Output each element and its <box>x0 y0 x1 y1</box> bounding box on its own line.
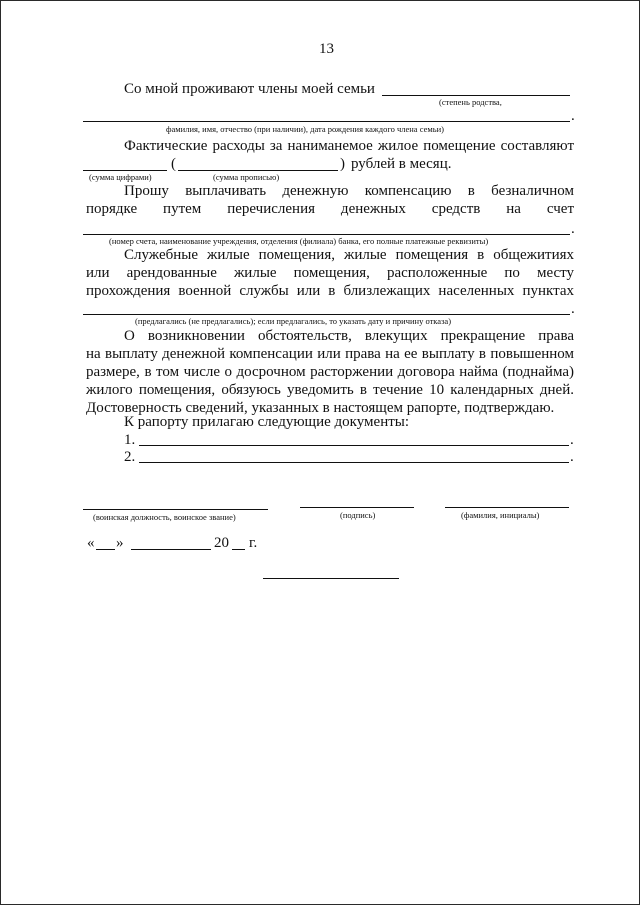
account-field-line[interactable] <box>83 234 570 235</box>
housing-text-line2: или арендованные жилые помещения, расположенные по месту <box>86 265 574 281</box>
document-item-2-field-line[interactable] <box>139 462 569 463</box>
paren-close: ) <box>340 156 345 172</box>
sum-words-field-line[interactable] <box>178 170 338 171</box>
closing-separator-line <box>263 578 399 579</box>
circumstances-line: размере, в том числе о досрочном расторжении договора найма (поднайма) <box>86 364 574 380</box>
housing-text-line3: прохождения военной службы или в близлежащих населенных пунктах <box>86 283 574 299</box>
family-line-end-dot: . <box>571 108 575 124</box>
housing-text-line1: Служебные жилые помещения, жилые помещения в общежитиях <box>124 247 574 263</box>
housing-field-line[interactable] <box>83 314 570 315</box>
family-members-hint: фамилия, имя, отчество (при наличии), дата рождения каждого члена семьи) <box>166 124 444 134</box>
paren-open: ( <box>171 156 176 172</box>
expenses-text-line1: Фактические расходы за наниманемое жилое помещение составляют <box>124 138 574 154</box>
circumstances-line: жилого помещения, обязуюсь уведомить в течение 10 календарных дней. <box>86 382 574 398</box>
account-hint: (номер счета, наименование учреждения, отделения (филиала) банка, его полные платежные реквизиты) <box>109 236 489 246</box>
date-month-field-line[interactable] <box>131 549 211 550</box>
date-year-prefix: 20 <box>214 535 229 551</box>
name-field-line[interactable] <box>445 507 569 508</box>
position-hint: (воинская должность, воинское звание) <box>93 512 236 522</box>
family-members-text: Со мной проживают члены моей семьи <box>124 81 375 97</box>
document-item-2-end-dot: . <box>570 449 574 465</box>
date-day-field-line[interactable] <box>96 549 115 550</box>
expenses-suffix: рублей в месяц. <box>351 156 452 172</box>
circumstances-line: О возникновении обстоятельств, влекущих прекращение права <box>124 328 574 344</box>
kinship-hint: (степень родства, <box>439 97 502 107</box>
sum-digits-hint: (сумма цифрами) <box>89 172 152 182</box>
circumstances-paragraph <box>86 327 574 417</box>
sum-digits-field-line[interactable] <box>83 170 167 171</box>
name-hint: (фамилия, инициалы) <box>461 510 540 520</box>
date-close-quote: » <box>116 535 124 551</box>
documents-intro: К рапорту прилагаю следующие документы: <box>124 414 410 430</box>
family-members-field-line[interactable] <box>83 121 570 122</box>
date-year-field-line[interactable] <box>232 549 245 550</box>
circumstances-line: на выплату денежной компенсации или права на ее выплату в повышенном <box>86 346 574 362</box>
date-open-quote: « <box>87 535 95 551</box>
payment-text-line2: порядке путем перечисления денежных средств на счет <box>86 201 574 217</box>
sum-words-hint: (сумма прописью) <box>213 172 280 182</box>
page-number: 13 <box>319 41 334 57</box>
account-line-end-dot: . <box>571 221 575 237</box>
document-item-1-number: 1. <box>124 432 136 448</box>
signature-hint: (подпись) <box>340 510 376 520</box>
date-year-suffix: г. <box>249 535 258 551</box>
document-item-1-field-line[interactable] <box>139 445 569 446</box>
signature-field-line[interactable] <box>300 507 414 508</box>
payment-text-line1: Прошу выплачивать денежную компенсацию в безналичном <box>124 183 574 199</box>
position-field-line[interactable] <box>83 509 268 510</box>
housing-line-end-dot: . <box>571 301 575 317</box>
housing-hint: (предлагались (не предлагались); если предлагались, то указать дату и причину отказа) <box>135 316 452 326</box>
document-item-1-end-dot: . <box>570 432 574 448</box>
kinship-field-line[interactable] <box>382 95 570 96</box>
document-item-2-number: 2. <box>124 449 136 465</box>
circumstances-line: Достоверность сведений, указанных в настоящем рапорте, подтверждаю. <box>86 400 555 416</box>
